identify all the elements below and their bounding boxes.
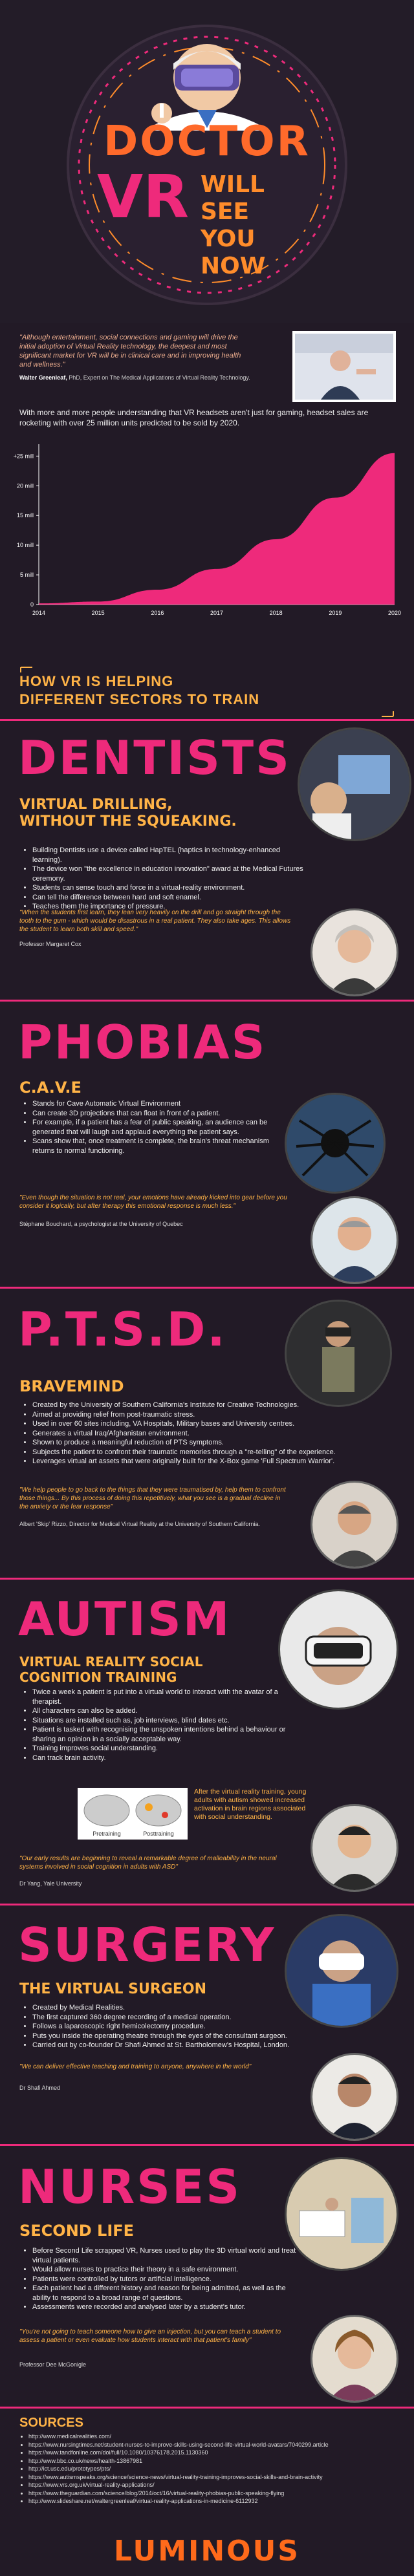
surgery-bullets (19, 2003, 408, 2050)
list-item: • Before Second Life scrapped VR, Nurses used to play the 3D virtual world and treat virtual patients. (32, 2246, 298, 2265)
headset-sales-chart (6, 436, 408, 630)
portrait-icon (312, 1198, 397, 1282)
ptsd-title: P.T.S.D. (18, 1302, 227, 1357)
surgery-attribution: Dr Shafi Ahmed (19, 2085, 61, 2091)
sources-list (19, 2432, 410, 2506)
portrait-icon (312, 910, 397, 994)
list-item: • Can tell the difference between hard and soft enamel. (32, 893, 304, 903)
margaret-cox-photo (310, 908, 398, 996)
heading-brackets (19, 666, 395, 718)
y-tick-label: 0 (30, 601, 34, 608)
phobias-subtitle: C.A.V.E (19, 1079, 82, 1097)
list-item: • Training improves social understanding. (32, 1744, 304, 1754)
luminous-logo: LUMINOUS (114, 2535, 300, 2568)
source-link[interactable]: • http://www.bbc.co.uk/news/health-13867981 (28, 2457, 410, 2465)
phobias-photo (285, 1093, 386, 1194)
divider (0, 1578, 414, 1580)
source-link[interactable]: • https://www.autismspeaks.org/science/science-news/virtual-reality-training-improves-social-skills-and-brain-activity (28, 2473, 410, 2482)
hero-header (0, 0, 414, 323)
portrait-icon (312, 1806, 397, 1890)
list-item: • Subjects the patient to confront their traumatic memories through a "re-telling" of the experience. (32, 1448, 408, 1457)
intro-quote-text: "Although entertainment, social connections and gaming will drive the initial adoption of Virtual Reality technology, the deepest and most significant market for VR will be in clinical care and in improving health and wellness." (19, 334, 241, 369)
ptsd-subtitle: BRAVEMIND (19, 1377, 124, 1395)
spider-icon (287, 1095, 384, 1192)
list-item: • Created by Medical Realities. (32, 2003, 408, 2013)
y-tick-label: 20 mill (16, 482, 34, 489)
autism-card-text: After the virtual reality training, young adults with autism showed increased activation in brain regions associated with social understanding. (194, 1788, 307, 1821)
autism-quote: "Our early results are beginning to reveal a remarkable degree of malleability in the neural systems involved in social cognition in adults with ASD" (19, 1855, 277, 1871)
speaker-photo-icon (295, 334, 393, 400)
dental-vr-photo-icon (300, 729, 409, 839)
virtual-ward-icon (287, 2159, 397, 2269)
source-link[interactable]: • https://www.nursingtimes.net/student-nurses-to-improve-skills-using-second-life-virtual-world-avatars/7040299.article (28, 2441, 410, 2449)
divider (0, 2407, 414, 2409)
list-item: • The device won "the excellence in education innovation" award at the Medical Futures ceremony. (32, 864, 304, 883)
autism-subtitle-line1: VIRTUAL REALITY SOCIAL (19, 1654, 203, 1669)
how-vr-heading-line2: DIFFERENT SECTORS TO TRAIN (19, 691, 260, 707)
list-item: • Stands for Cave Automatic Virtual Environment (32, 1099, 291, 1109)
x-tick-label: 2017 (210, 610, 224, 616)
nurses-subtitle: SECOND LIFE (19, 2222, 135, 2240)
list-item: • Would allow nurses to practice their theory in a safe environment. (32, 2265, 298, 2275)
title-you-now: YOU NOW (201, 226, 266, 279)
intro-quote-attribution (19, 373, 252, 382)
stephane-bouchard-photo (310, 1196, 398, 1284)
brain-scan-icon (78, 1788, 188, 1840)
list-item: • Students can sense touch and force in a virtual-reality environment. (32, 883, 304, 893)
title-vr: VR (97, 162, 190, 231)
nurses-title: NURSES (18, 2160, 242, 2214)
source-link[interactable]: • https://www.theguardian.com/science/blog/2014/oct/16/virtual-reality-phobias-public-speaking-flying (28, 2489, 410, 2498)
dentists-photo (298, 727, 411, 841)
phobias-bullets (19, 1099, 291, 1155)
list-item: • Twice a week a patient is put into a virtual world to interact with the avatar of a therapist. (32, 1688, 304, 1706)
x-tick-label: 2014 (32, 610, 46, 616)
list-item: • Assessments were recorded and analysed later by a student's tutor. (32, 2302, 298, 2312)
dentists-title: DENTISTS (18, 731, 291, 785)
surgery-title: SURGERY (18, 1918, 276, 1972)
how-vr-heading-line1: HOW VR IS HELPING (19, 673, 174, 689)
source-link[interactable]: • https://www.vrs.org.uk/virtual-reality-applications/ (28, 2481, 410, 2489)
list-item: • Leverages virtual art assets that were originally built for the X-Box game 'Full Spectrum Warrior'. (32, 1457, 408, 1466)
list-item: • Aimed at providing relief from post-traumatic stress. (32, 1410, 408, 1420)
list-item: • Follows a laparoscopic right hemicolectomy procedure. (32, 2022, 408, 2032)
list-item: • Used in over 60 sites including, VA Hospitals, Military bases and University centres. (32, 1419, 408, 1429)
attribution-name: Walter Greenleaf, (19, 374, 67, 381)
walter-greenleaf-photo (292, 331, 396, 402)
portrait-icon (312, 2055, 397, 2139)
list-item: • Scans show that, once treatment is complete, the brain's threat mechanism returns to normal functioning. (32, 1137, 291, 1155)
list-item: • Patient is tasked with recognising the unspoken intentions behind a behaviour or sharing an opinion in a socially acceptable way. (32, 1725, 304, 1744)
x-tick-label: 2020 (387, 610, 402, 616)
nurses-photo (285, 2157, 398, 2271)
x-tick-label: 2018 (269, 610, 283, 616)
y-tick-label: 15 mill (16, 512, 34, 519)
dr-yang-photo (310, 1804, 398, 1892)
list-item: • Created by the University of Southern California's Institute for Creative Technologies. (32, 1401, 408, 1410)
x-tick-label: 2019 (329, 610, 342, 616)
brain-scan-image (78, 1788, 188, 1840)
ptsd-bullets (19, 1401, 408, 1466)
dentists-subtitle (19, 797, 237, 830)
list-item: • Generates a virtual Iraq/Afghanistan environment. (32, 1429, 408, 1439)
portrait-icon (312, 2317, 397, 2401)
divider (0, 719, 414, 721)
list-item: • Teaches them the importance of pressure. (32, 902, 304, 912)
nurses-quote: "You're not going to teach someone how to give an injection, but you can teach a student to assess a patient or even evaluate how students interact with that patient's family" (19, 2328, 281, 2344)
y-tick-label: 5 mill (19, 572, 34, 579)
dee-mcgonigle-photo (310, 2315, 398, 2403)
attribution-role: PhD, Expert on The Medical Applications of Virtual Reality Technology. (67, 374, 250, 381)
dentists-quote: "When the students first learn, they lean very heavily on the drill and go straight through the tooth to the gum - which would be disastrous in a real patient. They also take ages. This allows the student to learn both skill and speed." (19, 909, 291, 933)
title-will-see: WILL SEE (201, 171, 265, 225)
ptsd-attribution: Albert 'Skip' Rizzo, Director for Medical Virtual Reality at the University of Southern California. (19, 1521, 260, 1527)
autism-bullets (19, 1688, 304, 1763)
phobias-title: PHOBIAS (18, 1015, 267, 1069)
autism-subtitle-line2: COGNITION TRAINING (19, 1669, 177, 1685)
source-link[interactable]: • http://www.medicalrealities.com/ (28, 2432, 410, 2441)
title-doctor: DOCTOR (104, 118, 310, 166)
ptsd-photo (285, 1300, 392, 1407)
y-tick-label: +25 mill (13, 453, 34, 460)
list-item: • Situations are installed such as, job interviews, blind dates etc. (32, 1716, 304, 1726)
list-item: • All characters can also be added. (32, 1706, 304, 1716)
portrait-icon (312, 1483, 397, 1567)
surgery-subtitle: THE VIRTUAL SURGEON (19, 1981, 207, 1997)
divider (0, 1000, 414, 1002)
soldier-vr-icon (287, 1302, 390, 1405)
dentists-bullets (19, 846, 304, 912)
phobias-quote: "Even though the situation is not real, your emotions have already kicked into gear before you consider it logically, but after therapy this emotional response is much less." (19, 1194, 287, 1210)
divider (0, 1287, 414, 1289)
ptsd-quote: "We help people to go back to the things that they were traumatised by, help them to confront those things... By this process of doing this repetitively, what you see is a gradual decline in the anxiety or the fear response" (19, 1487, 286, 1510)
brain-label-pre: Pretraining (93, 1830, 121, 1837)
autism-title: AUTISM (18, 1592, 232, 1646)
list-item: • Can create 3D projections that can float in front of a patient. (32, 1109, 291, 1119)
list-item: • For example, if a patient has a fear of public speaking, an audience can be generated that will laugh and applaud everything the patient says. (32, 1118, 291, 1137)
sources-heading: SOURCES (19, 2416, 83, 2430)
shafi-ahmed-photo (310, 2053, 398, 2141)
autism-subtitle (19, 1654, 202, 1685)
nurses-bullets (19, 2246, 298, 2312)
title-will-see-you-now (201, 171, 265, 280)
source-link[interactable]: • https://www.tandfonline.com/doi/full/10.1080/10376178.2015.1130360 (28, 2449, 410, 2457)
list-item: • Building Dentists use a device called HapTEL (haptics in technology-enhanced learning). (32, 846, 304, 864)
intro-lead-text: With more and more people understanding that VR headsets aren't just for gaming, headset sales are rocketing with over 25 million units predicted to be sold by 2020. (19, 408, 369, 427)
list-item: • The first captured 360 degree recording of a medical operation. (32, 2013, 408, 2023)
list-item: • Can track brain activity. (32, 1754, 304, 1763)
brain-label-post: Posttraining (143, 1830, 174, 1837)
surgery-quote: "We can deliver effective teaching and training to anyone, anywhere in the world" (19, 2063, 252, 2070)
list-item: • Puts you inside the operating theatre through the eyes of the consultant surgeon. (32, 2032, 408, 2041)
autism-brain-card (78, 1788, 310, 1846)
nurses-attribution: Professor Dee McGonigle (19, 2361, 87, 2368)
divider (0, 2144, 414, 2146)
source-link[interactable]: • http://ict.usc.edu/prototypes/pts/ (28, 2465, 410, 2473)
list-item: • Patients were controlled by tutors or artificial intelligence. (32, 2275, 298, 2284)
x-tick-label: 2015 (91, 610, 105, 616)
skip-rizzo-photo (310, 1481, 398, 1569)
list-item: • Each patient had a different history and reason for being admitted, as well as the ability to respond to a broad range of questions. (32, 2284, 298, 2302)
source-link[interactable]: • http://www.slideshare.net/waltergreenleaf/virtual-reality-applications-in-medicine-6112932 (28, 2497, 410, 2506)
divider (0, 1904, 414, 1905)
autism-attribution: Dr Yang, Yale University (19, 1880, 82, 1887)
list-item: • Shown to produce a meaningful reduction of PTS symptoms. (32, 1438, 408, 1448)
y-tick-label: 10 mill (16, 542, 34, 549)
x-tick-label: 2016 (151, 610, 164, 616)
dentists-attribution: Professor Margaret Cox (19, 941, 82, 947)
phobias-attribution: Stéphane Bouchard, a psychologist at the University of Quebec (19, 1221, 183, 1227)
dentists-subtitle-line1: VIRTUAL DRILLING, (19, 797, 173, 813)
intro-quote (19, 333, 252, 382)
list-item: • Carried out by co-founder Dr Shafi Ahmed at St. Bartholomew's Hospital, London. (32, 2041, 408, 2050)
dentists-subtitle-line2: WITHOUT THE SQUEAKING. (19, 813, 237, 830)
